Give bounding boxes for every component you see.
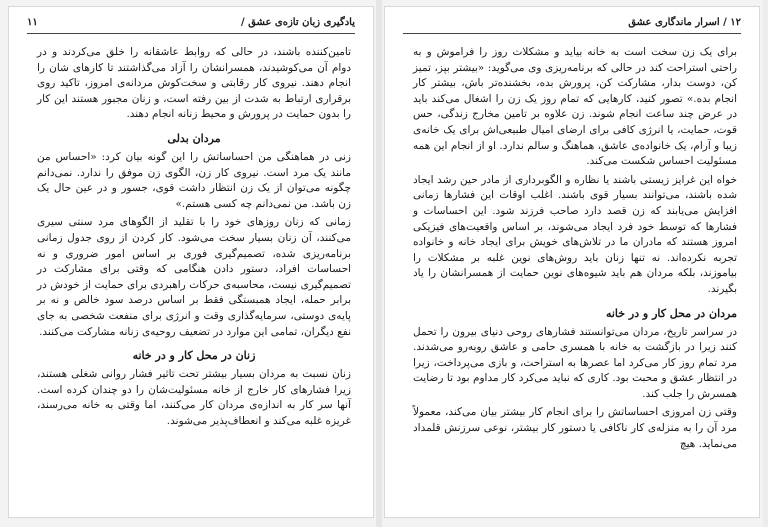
- paragraph: زنی در هماهنگی من احساساتش را این گونه بیان کرد: «احساس من مانند یک مرد است. نیروی کار زن، الگوی زن موفق را ندارد. نمی‌دانم چگونه می‌توان از یک زن انتظار داشت قوی، جسور و در عین حال یک زن باشد. من نمی‌دانم چه کسی هستم.»: [37, 150, 351, 210]
- left-header-title: یادگیری زبان تازه‌ی عشق /: [241, 17, 355, 28]
- paragraph: زنان نسبت به مردان بسیار بیشتر تحت تاثیر فشار روانی شغلی هستند، زیرا فشارهای کار خارج از خانه مسئولیت‌شان را دو چندان کرده است. آنها سر کار به اندازه‌ی مردان کار می‌کنند، اما وقتی به خانه می‌رسند، غریزه غلبه می‌کند و انعطاف‌پذیر می‌شوند.: [37, 368, 351, 427]
- paragraph: برای یک زن سخت است به خانه بیاید و مشکلات روز را فراموش و به راحتی استراحت کند در حالی که برنامه‌ریزی وی می‌گوید: «بیشتر بپز، تمیز کن، دوست بدار، مشارکت کن، پرورش بده، بخشنده‌تر باش، بیشتر کار انجام بده.» تصور کنید، کارهایی که تمام روز یک زن را اشغال می‌کند باید در عرض چند ساعت انجام شوند. زن علاوه بر تامین مخارج زندگی، حس قوت، حمایت، یا انرژی کافی برای ارضای امیال طبیعی‌اش برای یک خانه‌ی زیبا و آرام، یک خانواده‌ی عاشق، هماهنگ و سالم ندارد. او از انجام این همه مسئولیت احساس شکست می‌کند.: [413, 46, 737, 168]
- left-page-number: ۱۱: [27, 17, 38, 28]
- paragraph: تامین‌کننده باشند، در حالی که روابط عاشقانه را خلق می‌کردند و در دوام آن می‌کوشیدند، همسرانشان را آزاد می‌گذاشتند تا کارهای شان را انجام دهند. نیروی کار رقابتی و سخت‌کوش مردانه‌ی امروز، تاکید روی برقراری ارتباط به شدت از بین رفته است، و زنان مجبور هستند این کار را بدون حمایت در پرورش و محیط زنانه انجام دهند.: [37, 46, 351, 121]
- left-page-header: [27, 17, 355, 34]
- right-page-header: [403, 17, 741, 34]
- paragraph: وقتی زن امروزی احساساتش را برای انجام کار بیشتر بیان می‌کند، معمولاً مرد آن را به منزله‌ی کار ناکافی یا دستور کار بیشتر، نوعی سرزنش قلمداد می‌نماید. هیچ: [413, 406, 737, 450]
- right-header-title: ۱۲ / اسرار ماندگاری عشق: [628, 17, 741, 28]
- viewer-scrollbar[interactable]: [763, 0, 768, 527]
- paragraph: زمانی که زنان روزهای خود را با تقلید از الگوهای مرد سنتی سیری می‌کنند، آن زنان بسیار سخت می‌شود. کار کردن از روی جدول زمانی برنامه‌ریزی شده، تصمیم‌گیری فوری بر اساس امور ضروری و نه احساسات افراد، دستور دادن هنگامی که وقتی برای مشارکت در تصمیم‌گیری نیست، محاسبه‌ی حرکات راهبردی برای حمایت از خودش در برابر حمله، ایجاد همبستگی فقط بر اساس درصد سود خالص و نه بر پایه‌ی دوستی، سرمایه‌گذاری وقت و انرژی برای منفعت شخصی به جای نفع دیگران، تمامی این موارد در تضعیف روحیه‌ی زنانه مشارکت می‌کنند.: [37, 216, 351, 338]
- section-heading: زنان در محل کار و در خانه: [132, 349, 256, 363]
- section-heading: مردان در محل کار و در خانه: [605, 306, 737, 320]
- left-page: [8, 6, 374, 518]
- section-heading: مردان بدلی: [167, 131, 221, 145]
- left-page-body: [37, 45, 351, 432]
- page-gutter: [376, 0, 382, 527]
- right-page: [384, 6, 760, 518]
- right-page-body: [413, 45, 737, 455]
- paragraph: در سراسر تاریخ، مردان می‌توانستند فشارهای روحی دنیای بیرون را تحمل کنند زیرا در بازگشت به خانه با همسری حامی و عاشق روبه‌رو می‌شدند. مرد تمام روز کار می‌کرد اما عصرها به استراحت، و بازی می‌پرداخت، زیرا در انتظار عشق و محبت بود. کاری که نباید می‌کرد کار مداوم بود تا رضایت همسرش را جلب کند.: [413, 325, 737, 400]
- paragraph: خواه این غرایز زیستی باشند یا نظاره و الگوبرداری از مادر حین رشد ایجاد شده باشند، می‌توانند بسیار قوی باشند. اغلب اوقات این فشارها زمانی افزایش می‌یابند که زن قصد دارد صاحب فرزند شود. این احساسات و فشارها که توسط خود فرد ایجاد می‌شوند، بر اساس واقعیت‌های فیزیکی امروز هستند که مادران ما در تلاش‌های خویش برای ایجاد خانه و خانواده تجربه نکرده‌اند. نه تنها زنان باید روش‌های نوین غلبه بر مشکلات را بیاموزند، بلکه مردان هم باید شیوه‌های نوین حمایت از همسرانشان را یاد بگیرند.: [413, 173, 737, 295]
